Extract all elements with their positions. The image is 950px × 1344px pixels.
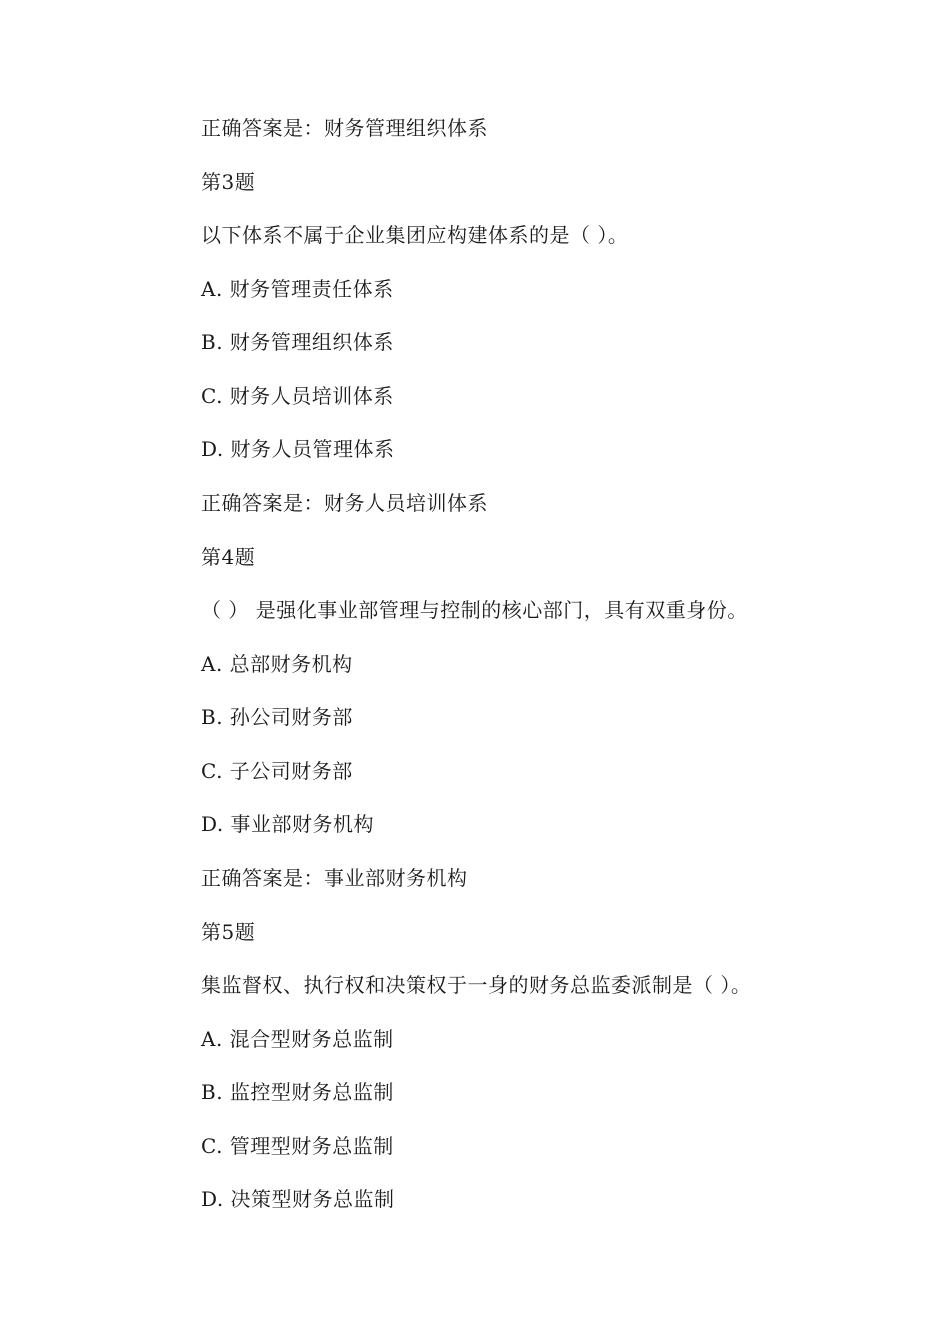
question-number-3: 第3题 bbox=[201, 170, 256, 194]
option-c-q3: C. 财务人员培训体系 bbox=[201, 384, 394, 408]
answer-line-q2: 正确答案是：财务管理组织体系 bbox=[201, 116, 488, 140]
option-a-q3: A. 财务管理责任体系 bbox=[201, 277, 394, 301]
option-b-q3: B. 财务管理组织体系 bbox=[201, 330, 394, 354]
option-d-q4: D. 事业部财务机构 bbox=[201, 812, 375, 836]
option-c-q5: C. 管理型财务总监制 bbox=[201, 1134, 394, 1158]
answer-line-q4: 正确答案是：事业部财务机构 bbox=[201, 866, 468, 890]
option-a-q4: A. 总部财务机构 bbox=[201, 652, 353, 676]
question-text-4: （ ） 是强化事业部管理与控制的核心部门，具有双重身份。 bbox=[201, 598, 748, 622]
option-a-q5: A. 混合型财务总监制 bbox=[201, 1027, 394, 1051]
question-text-3: 以下体系不属于企业集团应构建体系的是（ ）。 bbox=[201, 223, 629, 247]
option-d-q5: D. 决策型财务总监制 bbox=[201, 1187, 395, 1211]
question-text-5: 集监督权、执行权和决策权于一身的财务总监委派制是（ ）。 bbox=[201, 973, 752, 997]
question-number-4: 第4题 bbox=[201, 545, 256, 569]
option-d-q3: D. 财务人员管理体系 bbox=[201, 437, 395, 461]
answer-line-q3: 正确答案是：财务人员培训体系 bbox=[201, 491, 488, 515]
option-c-q4: C. 子公司财务部 bbox=[201, 759, 353, 783]
question-number-5: 第5题 bbox=[201, 920, 256, 944]
option-b-q5: B. 监控型财务总监制 bbox=[201, 1080, 394, 1104]
option-b-q4: B. 孙公司财务部 bbox=[201, 705, 353, 729]
